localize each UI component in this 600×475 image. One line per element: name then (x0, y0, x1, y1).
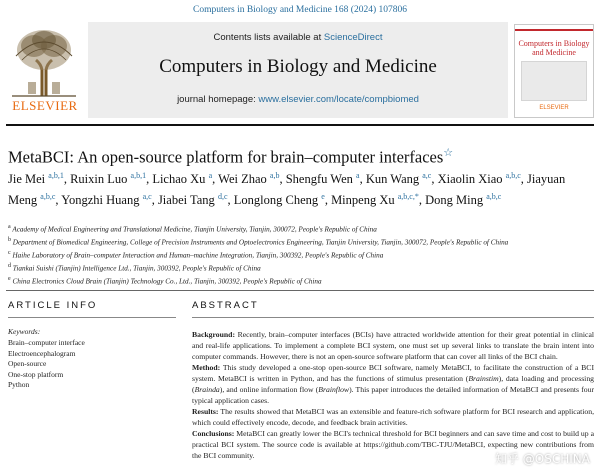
author-affiliation-marker[interactable]: a,c (142, 192, 152, 202)
cover-publisher: ELSEVIER (539, 105, 569, 111)
abstract-results: Results: The results showed that MetaBCI was an extensible and feature-rich software platform for BCI research and application, which could effectively encode, decode, and feedback brain activities. (192, 407, 594, 427)
affiliation-item: $^a$ Academy of Medical Engineering and Translational Medicine, Tianjin University, Tianjin, 300072, People's Republic of China (8, 224, 377, 234)
author-affiliation-marker[interactable]: a,b,c,* (397, 192, 419, 202)
keyword-item: Python (8, 380, 30, 389)
author-list: Jie Mei $^{a,b,1}$, Ruixin Luo $^{a,b,1}$, Lichao Xu $^a$, Wei Zhao $^{a,b}$, Shengfu Wen $^a$, Kun Wang $^{a,c}$, Xiaolin Xiao $^{a,b,c}$, Jiayuan Meng $^{a,b,c}$, Yongzhi Huang $^{a,c}$, Jiabei Tang $^{d,c}$, Longlong Cheng $^e$, Minpeng Xu $^{a,b,c,*}$, Dong Ming $^{a,b,c}$ (8, 171, 566, 208)
author-name[interactable]: Ruixin Luo $^{a,b,1}$ (70, 171, 147, 187)
publisher-logo[interactable] (8, 26, 80, 116)
citation-line[interactable]: Computers in Biology and Medicine 168 (2024) 107806 (193, 5, 407, 15)
affiliation-item: $^b$ Department of Biomedical Engineering, College of Precision Instruments and Optoelectronics Engineering, Tianjin University, Tianjin, 300072, People's Republic of China (8, 236, 509, 247)
author-name[interactable]: Jie Mei $^{a,b,1}$ (8, 171, 64, 187)
article-info-rule (8, 317, 176, 318)
affiliation-list (8, 222, 592, 286)
keyword-item: Brain–computer interface (8, 338, 85, 347)
abstract-heading: ABSTRACT (192, 300, 259, 311)
homepage-line: journal homepage: www.elsevier.com/locate/compbiomed (177, 94, 419, 105)
journal-title: Computers in Biology and Medicine (159, 56, 437, 77)
author-name[interactable]: Kun Wang $^{a,c}$ (365, 171, 432, 187)
cover-title: Computers in Biology and Medicine (518, 39, 590, 57)
author-affiliation-marker[interactable]: a,b,c (40, 192, 56, 202)
author-affiliation-marker[interactable]: a,b,c (505, 171, 521, 180)
author-affiliation-marker[interactable]: a (356, 171, 360, 180)
author-name[interactable]: Dong Ming $^{a,b,c}$ (425, 192, 502, 208)
keywords-label: Keywords: (8, 327, 41, 336)
publisher-wordmark: ELSEVIER (12, 98, 78, 113)
author-name[interactable]: Lichao Xu $^a$ (152, 171, 213, 187)
cover-image-area (521, 61, 587, 101)
abstract-conclusions: Conclusions: MetaBCI can greatly lower the BCI's technical threshold for BCI beginners and can save time and cost to build up a practical BCI system. The source code is available at https://github.com/TBC-TJU/MetaBCI, expecting new contributions from the BCI community. (192, 429, 595, 460)
author-affiliation-marker[interactable]: a,b,c (486, 192, 502, 202)
journal-masthead (6, 22, 594, 122)
abstract-rule (192, 317, 594, 318)
site-watermark: 知乎 @OSCHINA (494, 452, 590, 466)
author-affiliation-marker[interactable]: a,b (269, 171, 280, 180)
abstract-body (192, 329, 594, 461)
journal-cover-thumbnail[interactable] (514, 24, 594, 118)
header-divider (6, 124, 594, 126)
journal-homepage-link[interactable]: www.elsevier.com/locate/compbiomed (258, 94, 419, 105)
keyword-list (8, 338, 176, 391)
abstract-background: Background: Recently, brain–computer interfaces (BCIs) have attracted worldwide attention for their great potential in clinical and real-life applications. To implement a complete BCI system, one must set up several links to translate the brain intent into computer commands. However, there is not an open-source software platform that can cover all links of the BCI chain. (192, 330, 594, 361)
author-name[interactable]: Minpeng Xu $^{a,b,c,*}$ (331, 192, 419, 208)
author-name[interactable]: Jiayuan Meng $^{a,b,c}$ (8, 172, 566, 208)
author-name[interactable]: Longlong Cheng $^e$ (233, 192, 325, 208)
author-name[interactable]: Yongzhi Huang $^{a,c}$ (61, 192, 152, 208)
keyword-item: Open-source (8, 359, 47, 368)
affiliation-item: $^e$ China Electronics Cloud Brain (Tianjin) Technology Co., Ltd., Tianjin, 300392, People's Republic of China (8, 275, 322, 285)
title-footnote-marker[interactable]: ☆ (443, 147, 454, 159)
sciencedirect-link[interactable]: ScienceDirect (323, 32, 383, 43)
keyword-item: One-stop platform (8, 369, 64, 379)
author-affiliation-marker[interactable]: d,c (217, 192, 228, 202)
author-affiliation-marker[interactable]: a (208, 171, 213, 180)
elsevier-tree-icon (8, 26, 80, 98)
author-affiliation-marker[interactable]: a,b,1 (48, 171, 64, 180)
author-name[interactable]: Xiaolin Xiao $^{a,b,c}$ (437, 171, 521, 187)
section-divider (6, 290, 594, 291)
cover-accent-bar (515, 29, 593, 31)
article-title: MetaBCI: An open-source platform for brain–computer interfaces☆ (8, 147, 454, 167)
abstract-method: Method: This study developed a one-stop open-source BCI software, namely MetaBCI, to facilitate the construction of a BCI system. MetaBCI is written in Python, and has the functions of stimulus presentation (Brainstim), data loading and processing (Brainda), and online information flow (Brainflow). This paper introduces the detailed information of MetaBCI and presents four typical application cases. (192, 363, 595, 405)
article-info-column (8, 300, 176, 391)
abstract-column (192, 300, 594, 461)
author-affiliation-marker[interactable]: a,c (422, 171, 432, 180)
author-name[interactable]: Shengfu Wen $^a$ (285, 171, 360, 187)
contents-line: Contents lists available at ScienceDirect (213, 32, 383, 43)
author-affiliation-marker[interactable]: a,b,1 (130, 171, 147, 180)
author-affiliation-marker[interactable]: e (321, 192, 325, 202)
keyword-item: Electroencephalogram (8, 348, 76, 358)
journal-header-panel (88, 22, 508, 118)
article-info-heading: ARTICLE INFO (8, 300, 98, 311)
affiliation-item: $^d$ Tiankai Suishi (Tianjin) Intelligence Ltd., Tianjin, 300392, People's Republic of China (8, 262, 261, 273)
author-name[interactable]: Jiabei Tang $^{d,c}$ (157, 192, 228, 208)
author-name[interactable]: Wei Zhao $^{a,b}$ (218, 171, 280, 187)
affiliation-item: $^c$ Haihe Laboratory of Brain–computer Interaction and Human–machine Integration, Tianjin, 300392, People's Republic of China (8, 249, 384, 260)
